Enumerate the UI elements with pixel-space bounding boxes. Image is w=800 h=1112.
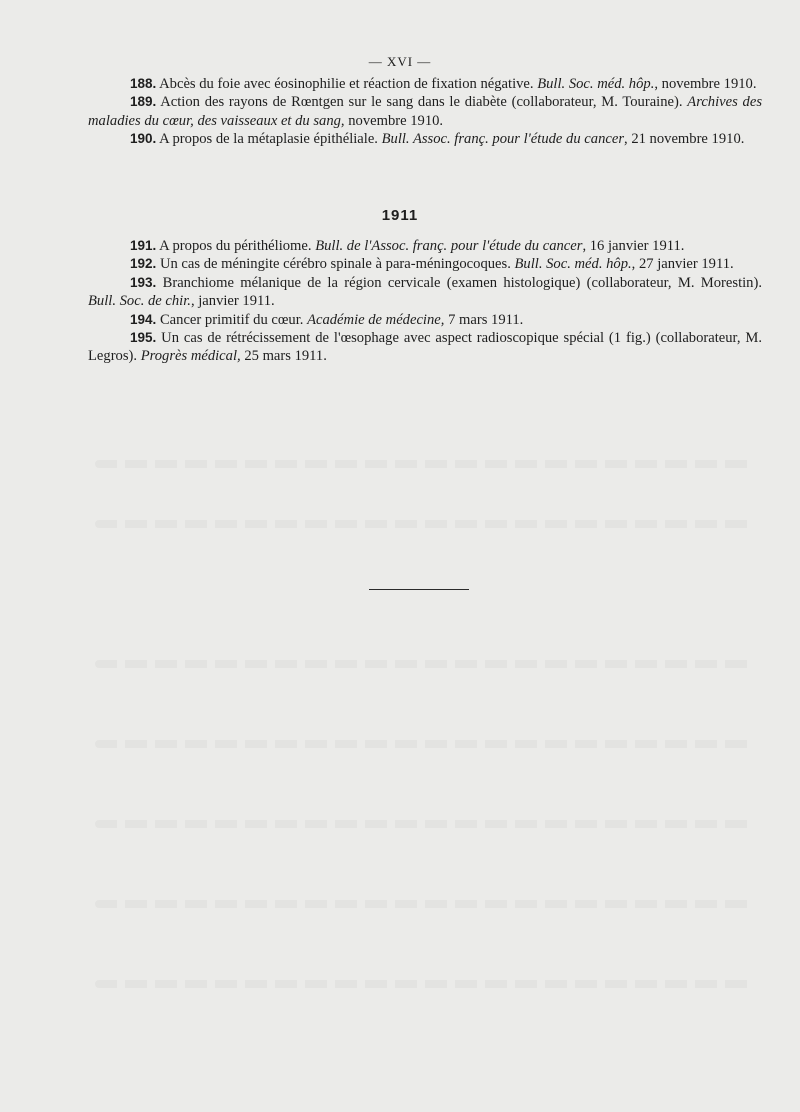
entry-number: 192. — [130, 256, 157, 272]
bleed-through-texture — [95, 740, 755, 748]
entry-title: Branchiome mélanique de la région cervicale (examen histologique) (collaborateur, M. Morestin). — [162, 274, 762, 291]
entry-title: A propos de la métaplasie épithéliale. — [159, 131, 382, 148]
bibliography-entry — [88, 255, 762, 273]
bleed-through-texture — [95, 460, 755, 468]
entry-journal: Progrès médical, — [140, 348, 241, 365]
bibliography-entry — [88, 130, 762, 148]
entry-date: novembre 1910. — [344, 112, 444, 129]
entry-number: 190. — [130, 131, 157, 147]
section-divider-rule — [369, 589, 469, 590]
entry-title: Abcès du foie avec éosinophilie et réaction de fixation négative. — [159, 76, 538, 92]
entry-journal: Académie de médecine, — [307, 311, 445, 328]
bleed-through-texture — [95, 520, 755, 528]
entry-date: , novembre 1910. — [654, 76, 757, 92]
entry-title: Cancer primitif du cœur. — [159, 311, 308, 328]
bibliography-entry — [88, 329, 762, 366]
entry-date: , janvier 1911. — [190, 293, 275, 310]
bibliography-entry — [88, 311, 762, 329]
bleed-through-texture — [95, 660, 755, 668]
entry-title: Un cas de méningite cérébro spinale à para-méningocoques. — [159, 256, 515, 273]
entry-number: 194. — [130, 311, 157, 327]
bibliography-entry — [88, 75, 762, 93]
entry-title: A propos du périthéliome. — [159, 238, 316, 254]
bleed-through-texture — [95, 820, 755, 828]
entry-date: , 16 janvier 1911. — [582, 238, 685, 254]
entries-1910 — [88, 75, 762, 149]
year-heading: 1911 — [381, 207, 419, 224]
entry-number: 195. — [130, 330, 157, 346]
entries-1911 — [88, 237, 762, 366]
entry-date: , 27 janvier 1911. — [631, 256, 734, 273]
bleed-through-texture — [95, 900, 755, 908]
entry-number: 189. — [130, 94, 157, 110]
bibliography-entry — [88, 237, 762, 255]
entry-journal: Bull. Soc. méd. hôp. — [514, 256, 632, 273]
entry-journal: Bull. Soc. de chir. — [88, 293, 191, 310]
page-folio: — XVI — — [368, 54, 432, 69]
entry-title: Action des rayons de Rœntgen sur le sang dans le diabète (collaborateur, M. Touraine). — [160, 94, 688, 111]
entry-date: 25 mars 1911. — [240, 348, 327, 365]
entry-journal: Bull. Soc. méd. hôp. — [537, 76, 655, 92]
entry-number: 193. — [130, 274, 157, 290]
entry-journal: Bull. de l'Assoc. franç. pour l'étude du cancer — [315, 238, 583, 254]
entry-number: 191. — [130, 238, 157, 253]
entry-journal: Archives des maladies du cœur, des vaisseaux et du sang, — [88, 94, 763, 129]
entry-title: Un cas de rétrécissement de l'œsophage avec aspect radioscopique spécial (1 fig.) (collaborateur, M. Legros). — [88, 330, 762, 365]
entry-date: , 21 novembre 1910. — [624, 131, 745, 148]
entry-number: 188. — [130, 76, 157, 91]
bibliography-entry — [88, 93, 762, 130]
entry-date: 7 mars 1911. — [444, 311, 524, 328]
entry-journal: Bull. Assoc. franç. pour l'étude du cancer — [381, 131, 625, 148]
bleed-through-texture — [95, 980, 755, 988]
bibliography-entry — [88, 274, 762, 311]
